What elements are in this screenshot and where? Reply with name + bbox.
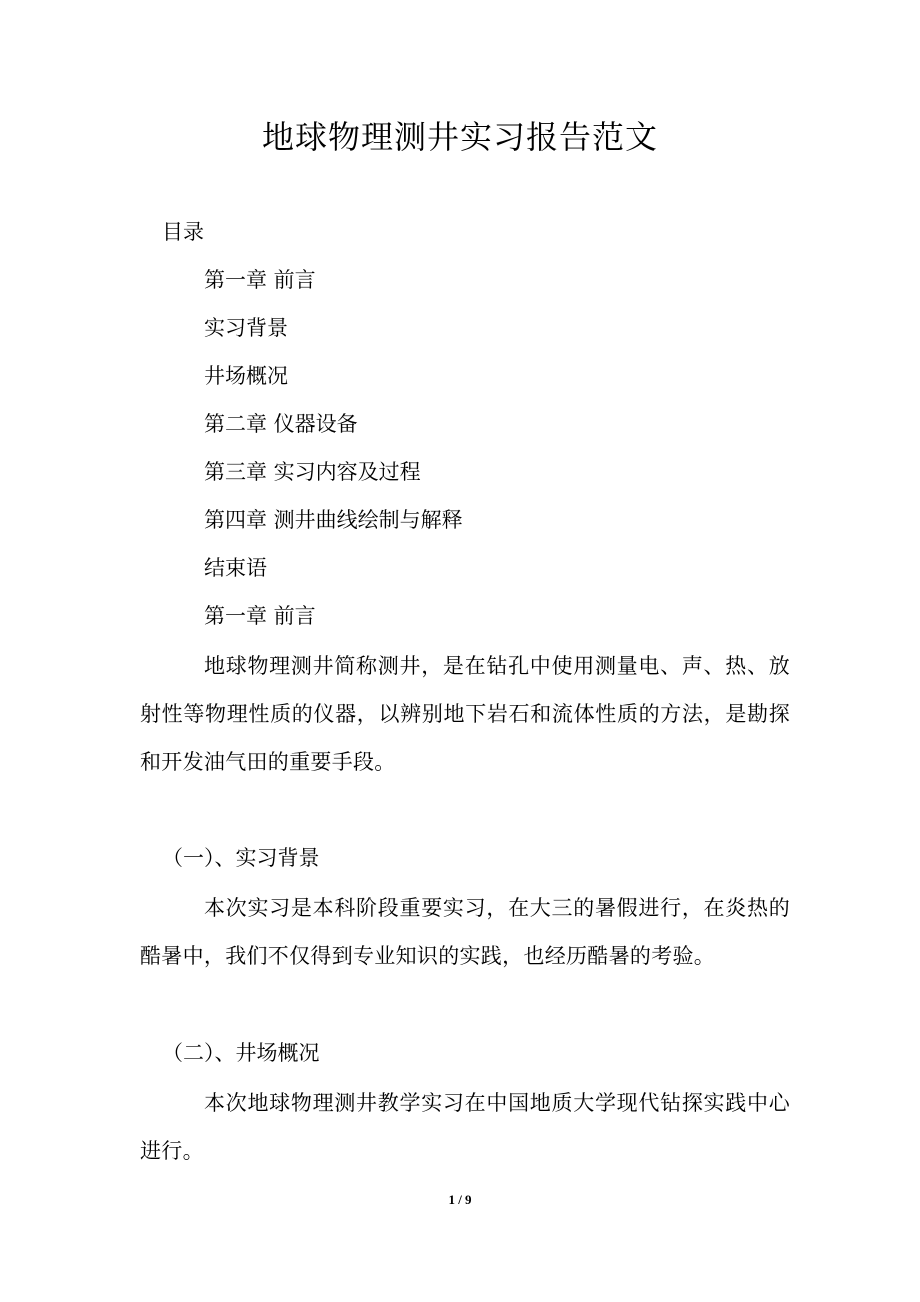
toc-item-chapter1: 第一章 前言 [204,268,316,292]
toc-item-conclusion: 结束语 [204,556,267,580]
toc-item-site-overview: 井场概况 [204,364,288,388]
toc-item-background: 实习背景 [204,316,288,340]
section1-paragraph: 本次实习是本科阶段重要实习，在大三的暑假进行，在炎热的酷暑中，我们不仅得到专业知识的实践，也经历酷暑的考验。 [140,896,790,968]
toc-item-chapter3: 第三章 实习内容及过程 [204,460,421,484]
document-title: 地球物理测井实习报告范文 [261,118,658,156]
toc-item-chapter2: 第二章 仪器设备 [204,412,358,436]
section2-heading: （二）、井场概况 [162,1041,320,1065]
toc-heading: 目录 [162,220,204,244]
intro-paragraph: 地球物理测井简称测井，是在钻孔中使用测量电、声、热、放射性等物理性质的仪器，以辨别地下岩石和流体性质的方法，是勘探和开发油气田的重要手段。 [140,654,790,774]
chapter1-heading: 第一章 前言 [204,604,316,628]
toc-item-chapter4: 第四章 测井曲线绘制与解释 [204,508,463,532]
section2-paragraph: 本次地球物理测井教学实习在中国地质大学现代钻探实践中心进行。 [140,1091,790,1163]
page-number: 1 / 9 [448,1192,472,1207]
section1-heading: （一）、实习背景 [162,846,320,870]
